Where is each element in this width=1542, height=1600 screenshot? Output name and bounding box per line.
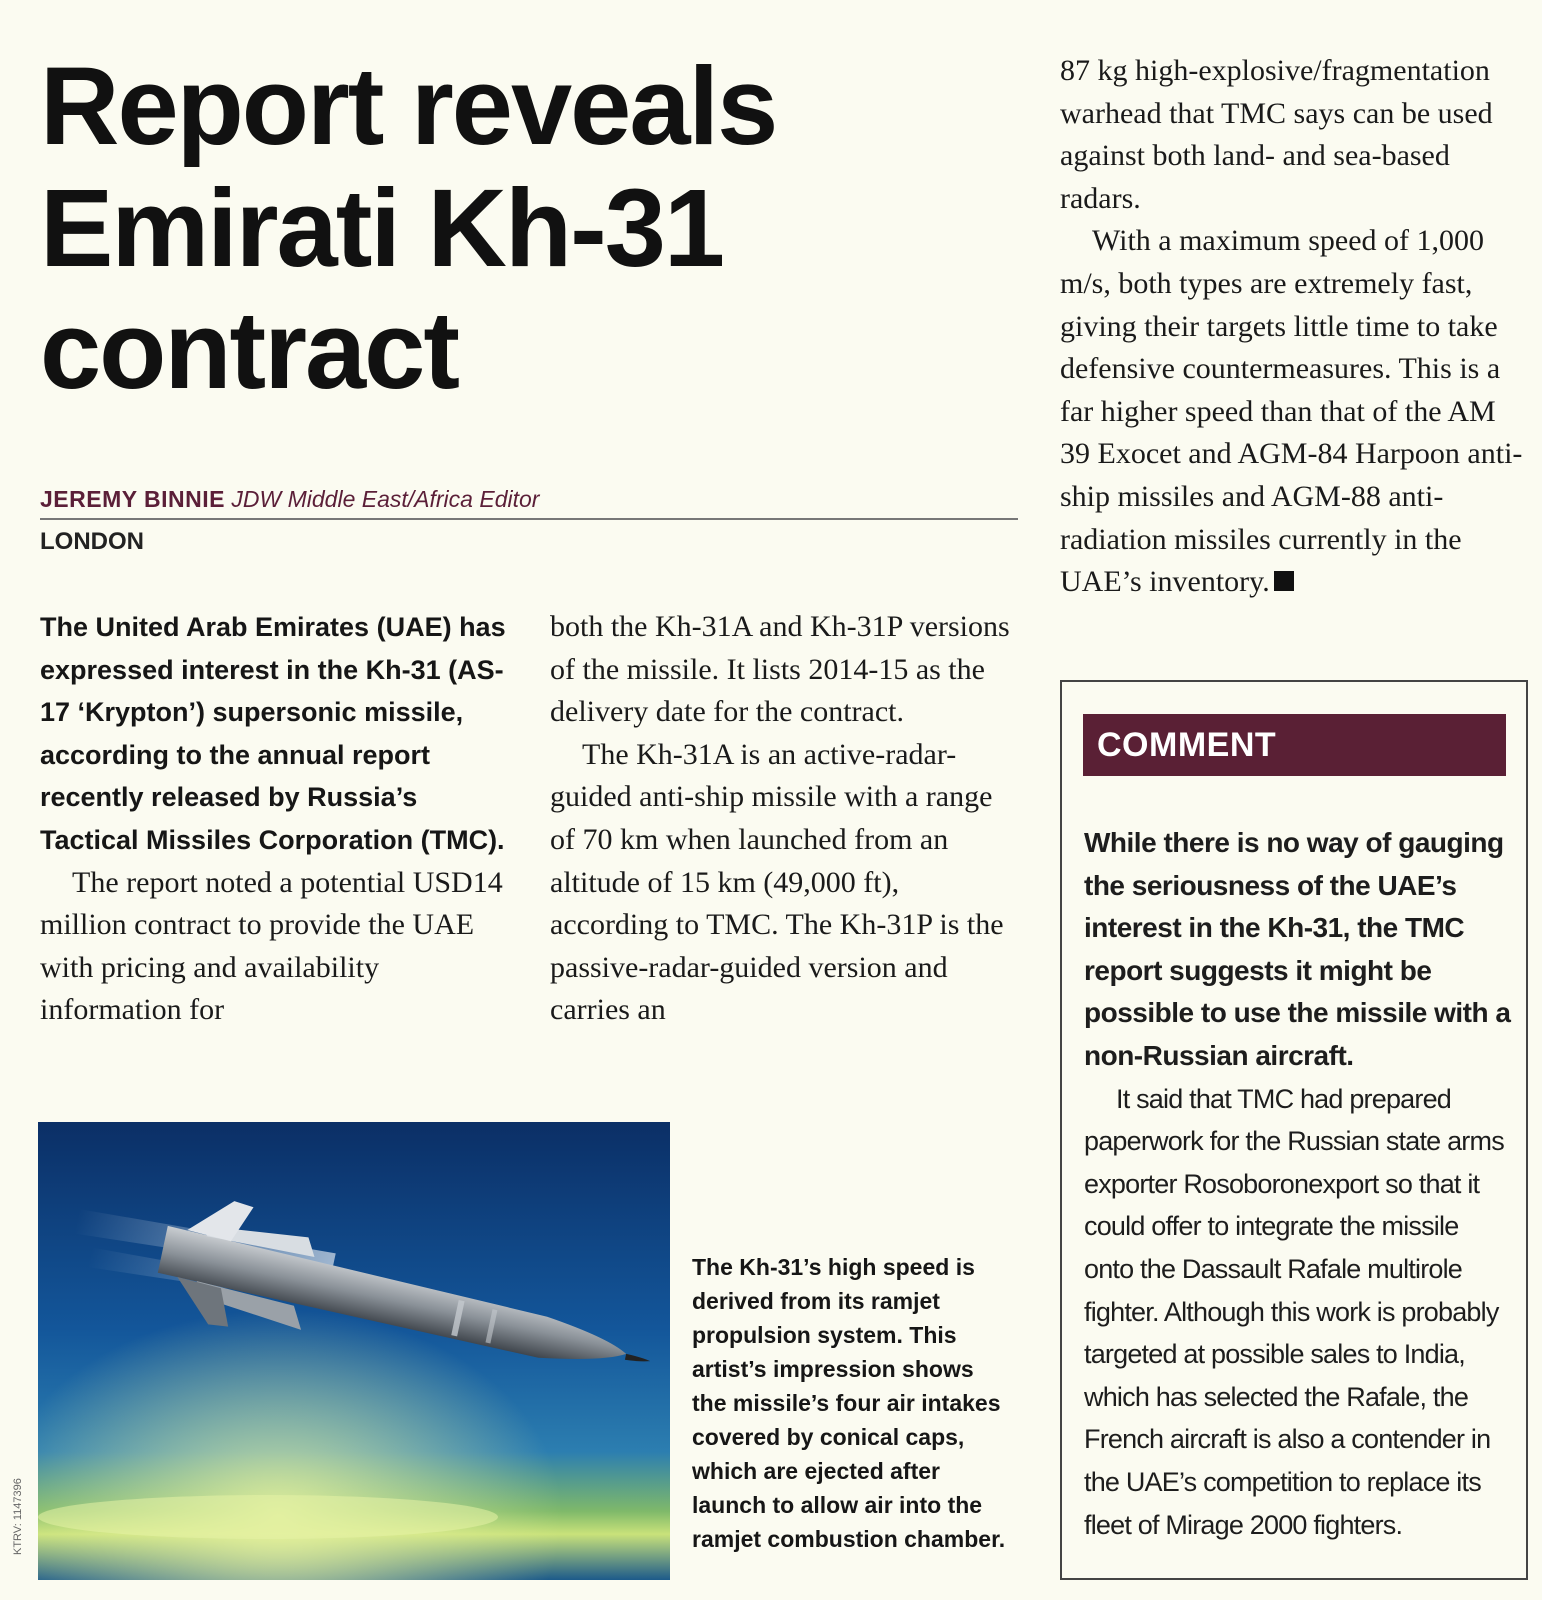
article-paragraph-1-cont: both the Kh-31A and Kh-31P versions of the missile. It lists 2014-15 as the delivery date for the contract. <box>550 610 1010 729</box>
missile-illustration <box>38 1122 670 1580</box>
article-column-1 <box>40 606 510 1032</box>
headline-line-2: Emirati Kh-31 <box>40 167 724 290</box>
article-column-2 <box>550 606 1020 1032</box>
byline-divider <box>40 518 1018 520</box>
byline <box>40 486 1000 513</box>
dateline: LONDON <box>40 528 144 555</box>
end-of-article-mark <box>1274 571 1294 591</box>
article-paragraph-2: The Kh-31A is an active-radar-guided anti-ship missile with a range of 70 km when launched from an altitude of 15 km (49,000 ft), according to TMC. The Kh-31P is the passive-radar-guided version and carries an <box>550 737 1004 1027</box>
article-column-3 <box>1060 50 1526 604</box>
photo-caption: The Kh-31’s high speed is derived from its ramjet propulsion system. This artist’s impression shows the missile’s four air intakes covered by conical caps, which are ejected after launch to allow air into the ramjet combustion chamber. <box>692 1254 1006 1552</box>
comment-body <box>1084 822 1514 1546</box>
comment-lead: While there is no way of gauging the seriousness of the UAE’s interest in the Kh-31, the TMC report suggests it might be possible to use the missile with a non-Russian aircraft. <box>1084 827 1511 1071</box>
article-paragraph-3: With a maximum speed of 1,000 m/s, both types are extremely fast, giving their targets little time to take defensive countermeasures. This is a far higher speed than that of the AM 39 Exocet and AGM-84 Harpoon anti-ship missiles and AGM-88 anti-radiation missiles currently in the UAE’s inventory. <box>1060 224 1523 599</box>
headline-line-3: contract <box>40 289 458 412</box>
headline-line-1: Report reveals <box>40 45 777 168</box>
article-paragraph-2-cont: 87 kg high-explosive/fragmentation warhead that TMC says can be used against both land- and sea-based radars. <box>1060 54 1493 215</box>
comment-title: COMMENT <box>1083 714 1506 776</box>
byline-author: JEREMY BINNIE <box>40 486 226 512</box>
comment-paragraph: It said that TMC had prepared paperwork for the Russian state arms exporter Rosoboronexport so that it could offer to integrate the missile onto the Dassault Rafale multirole fighter. Although this work is probably targeted at possible sales to India, which has selected the Rafale, the French aircraft is also a contender in the UAE’s competition to replace its fleet of Mirage 2000 fighters. <box>1084 1083 1504 1540</box>
missile-photo <box>38 1122 670 1580</box>
photo-credit: KTRV: 1147396 <box>12 1478 24 1555</box>
headline <box>40 46 1000 412</box>
article-lead: The United Arab Emirates (UAE) has expressed interest in the Kh-31 (AS-17 ‘Krypton’) supersonic missile, according to the annual report recently released by Russia’s Tactical Missiles Corporation (TMC). <box>40 612 506 855</box>
byline-role: JDW Middle East/Africa Editor <box>231 486 540 512</box>
article-paragraph-1: The report noted a potential USD14 million contract to provide the UAE with pricing and availability information for <box>40 865 503 1027</box>
